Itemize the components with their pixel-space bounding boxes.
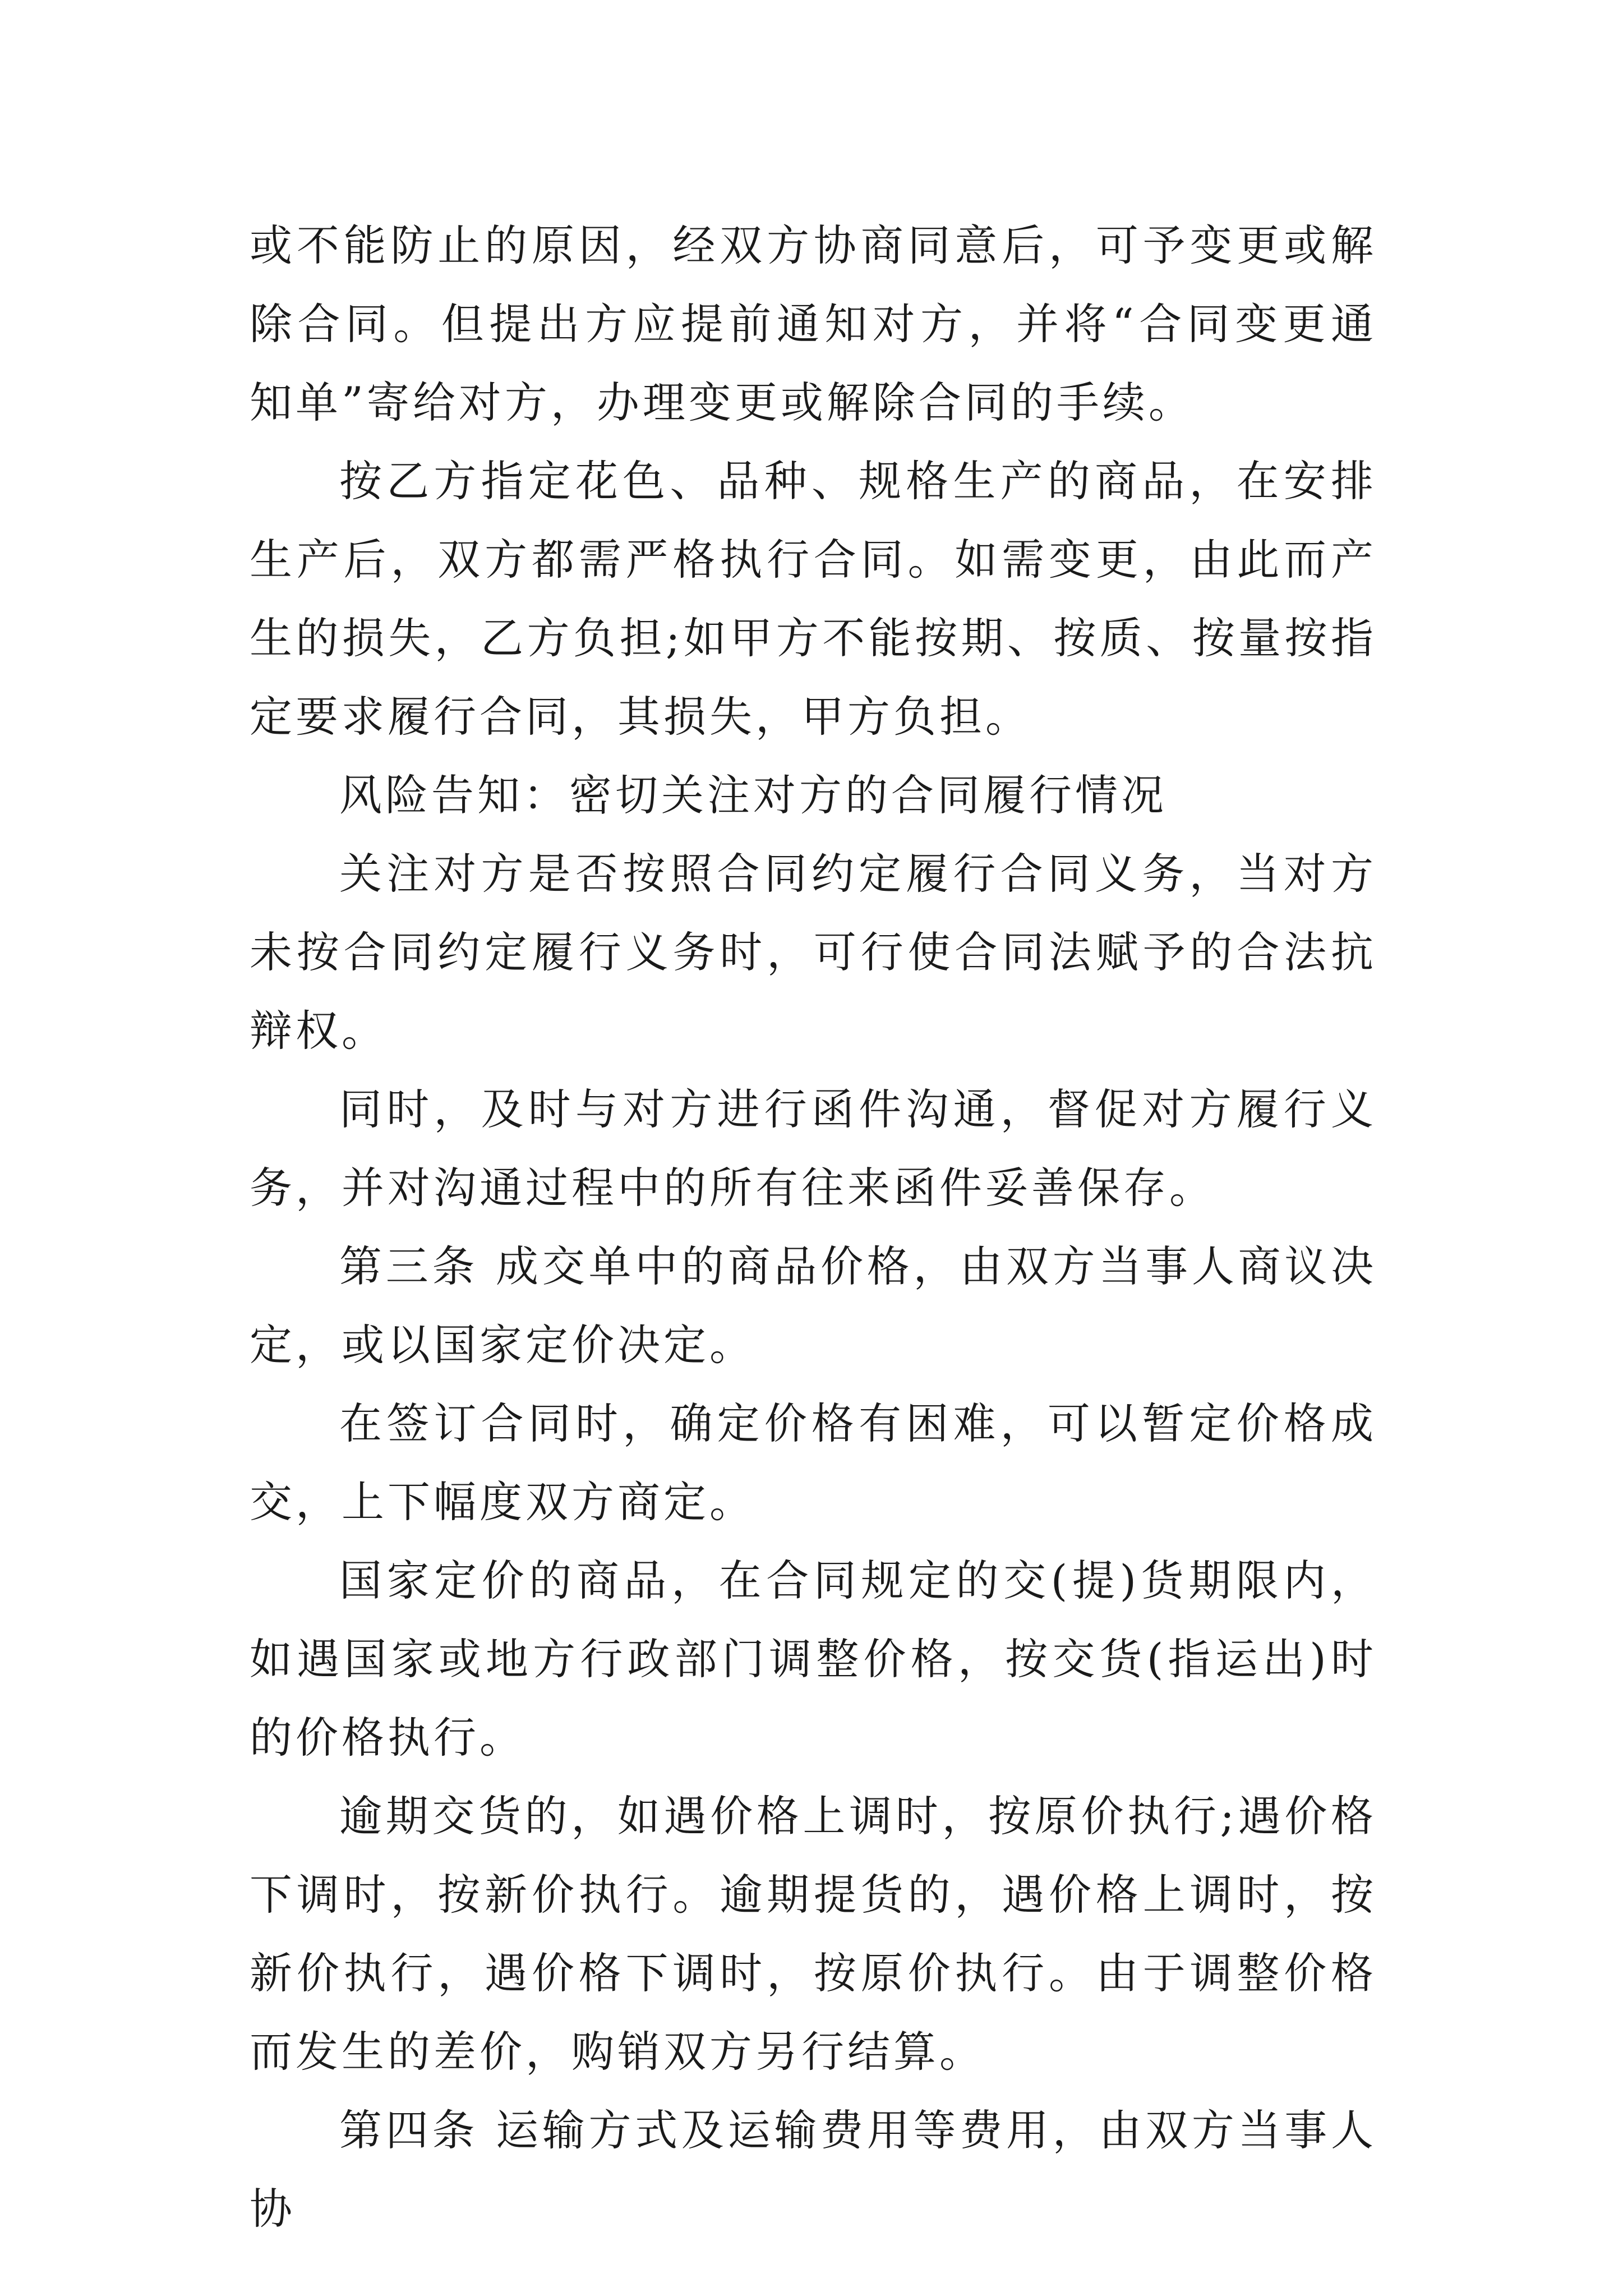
- paragraph-1: 或不能防止的原因，经双方协商同意后，可予变更或解除合同。但提出方应提前通知对方，并将“合同变更通知单”寄给对方，办理变更或解除合同的手续。: [250, 220, 1377, 427]
- paragraph-5: 同时，及时与对方进行函件沟通，督促对方履行义务，并对沟通过程中的所有往来函件妥善保存。: [250, 1084, 1377, 1213]
- paragraph-4: 关注对方是否按照合同约定履行合同义务，当对方未按合同约定履行义务时，可行使合同法赋予的合法抗辩权。: [250, 849, 1377, 1056]
- paragraph-7: 在签订合同时，确定价格有困难，可以暂定价格成交，上下幅度双方商定。: [250, 1398, 1377, 1527]
- document-body: [250, 206, 1377, 2248]
- paragraph-10: 第四条 运输方式及运输费用等费用，由双方当事人协: [250, 2105, 1377, 2234]
- paragraph-6: 第三条 成交单中的商品价格，由双方当事人商议决定，或以国家定价决定。: [250, 1241, 1377, 1370]
- paragraph-3: 风险告知：密切关注对方的合同履行情况: [339, 770, 1167, 820]
- paragraph-8: 国家定价的商品，在合同规定的交(提)货期限内，如遇国家或地方行政部门调整价格，按交货(指运出)时的价格执行。: [250, 1556, 1377, 1763]
- paragraph-9: 逾期交货的，如遇价格上调时，按原价执行;遇价格下调时，按新价执行。逾期提货的，遇价格上调时，按新价执行，遇价格下调时，按原价执行。由于调整价格而发生的差价，购销双方另行结算。: [250, 1791, 1377, 2077]
- paragraph-2: 按乙方指定花色、品种、规格生产的商品，在安排生产后，双方都需严格执行合同。如需变更，由此而产生的损失，乙方负担;如甲方不能按期、按质、按量按指定要求履行合同，其损失，甲方负担。: [250, 456, 1377, 742]
